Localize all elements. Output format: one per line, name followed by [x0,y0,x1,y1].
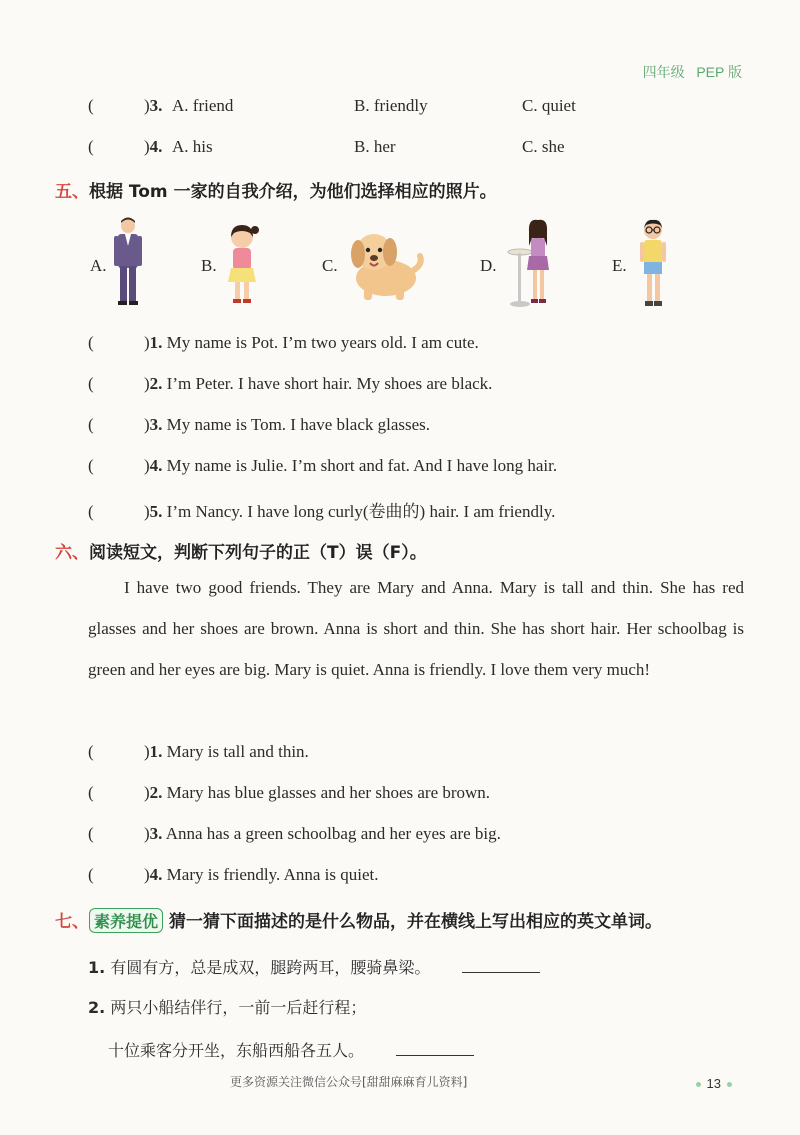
girl-illustration [222,224,262,306]
question-text: My name is Tom. I have black glasses. [166,415,431,434]
section-instruction: 猜一猜下面描述的是什么物品，并在横线上写出相应的英文单词。 [169,912,663,932]
answer-paren-open[interactable]: ( [88,502,94,521]
answer-paren-open[interactable]: ( [88,742,94,761]
footer-note: 更多资源关注微信公众号[甜甜麻麻育儿资料] [230,1075,468,1089]
section-number: 六、 [55,543,89,563]
option-c: C. quiet [522,96,576,115]
dot-decoration [727,1082,732,1087]
answer-paren-open[interactable]: ( [88,783,94,802]
answer-paren-open[interactable]: ( [88,415,94,434]
question-number: 1. [149,742,163,761]
riddle-2 [88,995,366,1018]
edition-label: PEP 版 [696,64,742,80]
question-text: I’m Nancy. I have long curly(卷曲的) hair. I am friendly. [166,502,556,521]
question-row: ( )5. I’m Nancy. I have long curly(卷曲的) hair. I am friendly. [88,502,556,521]
picture-label-d: D. [480,256,497,275]
question-number: 2. [149,374,163,393]
answer-paren-open[interactable]: ( [88,333,94,352]
riddle-number: 1. [88,958,106,977]
question-row: ( )1. My name is Pot. I’m two years old. I am cute. [88,333,479,352]
question-row: ( )3. Anna has a green schoolbag and her eyes are big. [88,824,501,843]
grade-label: 四年级 [642,64,685,80]
section-number: 五、 [55,182,89,202]
answer-blank[interactable] [396,1041,474,1056]
question-text: My name is Julie. I’m short and fat. And I have long hair. [166,456,558,475]
option-a: A. his [172,137,213,156]
question-number: 1. [149,333,163,352]
riddle-1 [88,955,540,978]
answer-blank[interactable] [462,958,540,973]
riddle-text: 十位乘客分开坐，东船西船各五人。 [108,1041,365,1060]
option-b: B. friendly [354,96,428,115]
picture-label-c: C. [322,256,338,275]
question-text: Anna has a green schoolbag and her eyes are big. [165,824,501,843]
answer-paren-open[interactable]: ( [88,865,94,884]
option-b: B. her [354,137,396,156]
answer-paren-open[interactable]: ( [88,96,94,115]
section-7-title [55,907,662,933]
question-text: I’m Peter. I have short hair. My shoes are black. [166,374,493,393]
question-text: My name is Pot. I’m two years old. I am cute. [166,333,479,352]
question-row: ( )2. I’m Peter. I have short hair. My shoes are black. [88,374,493,393]
page-number [690,1076,738,1091]
page-number-text: 13 [706,1076,721,1091]
answer-paren-close: ) [144,137,150,156]
dot-decoration [696,1082,701,1087]
question-text: Mary is friendly. Anna is quiet. [166,865,379,884]
answer-paren-open[interactable]: ( [88,374,94,393]
section-5-title [55,177,497,202]
answer-paren-open[interactable]: ( [88,137,94,156]
question-row [88,96,748,118]
option-c: C. she [522,137,565,156]
picture-label-a: A. [90,256,107,275]
riddle-text: 两只小船结伴行，一前一后赶行程； [110,998,367,1017]
section-instruction: 阅读短文，判断下列句子的正（T）误（F）。 [89,543,427,563]
question-number: 3. [149,415,163,434]
riddle-number: 2. [88,998,106,1017]
question-number: 2. [149,783,163,802]
literacy-badge: 素养提优 [89,908,163,933]
question-number: 4. [149,456,163,475]
answer-paren-close: ) [144,96,150,115]
question-row [88,137,748,159]
question-text: Mary is tall and thin. [166,742,309,761]
answer-paren-open[interactable]: ( [88,824,94,843]
picture-label-e: E. [612,256,627,275]
section-6-title [55,538,427,563]
section-instruction: 根据 Tom 一家的自我介绍，为他们选择相应的照片。 [89,182,497,202]
page-header [643,62,742,82]
reading-passage [88,567,744,690]
section-number: 七、 [55,912,89,932]
answer-paren-open[interactable]: ( [88,456,94,475]
puppy-illustration [344,226,424,302]
option-a: A. friend [172,96,234,115]
question-row: ( )1. Mary is tall and thin. [88,742,309,761]
question-number: 4. [149,865,163,884]
question-row: ( )3. My name is Tom. I have black glasses. [88,415,431,434]
boy-with-glasses-illustration [636,218,670,310]
question-row: ( )2. Mary has blue glasses and her shoes are brown. [88,783,491,802]
question-row: ( )4. Mary is friendly. Anna is quiet. [88,865,379,884]
question-number: 5. [149,502,163,521]
picture-label-b: B. [201,256,217,275]
question-row: ( )4. My name is Julie. I’m short and fat. And I have long hair. [88,456,558,475]
man-in-suit-illustration [108,216,148,308]
question-number: 3. [149,824,163,843]
question-number: 4. [149,137,163,156]
riddle-2-continued [108,1038,474,1061]
passage-text: I have two good friends. They are Mary and Anna. Mary is tall and thin. She has red glasses and her shoes are brown. Anna is short and thin. She has short hair. Her schoolbag is green and her eyes are big. Mary is quiet. Anna is friendly. I love them very much! [88,578,744,679]
woman-at-table-illustration [506,218,560,310]
question-number: 3. [149,96,163,115]
riddle-text: 有圆有方，总是成双，腿跨两耳，腰骑鼻梁。 [110,958,431,977]
question-text: Mary has blue glasses and her shoes are brown. [166,783,491,802]
